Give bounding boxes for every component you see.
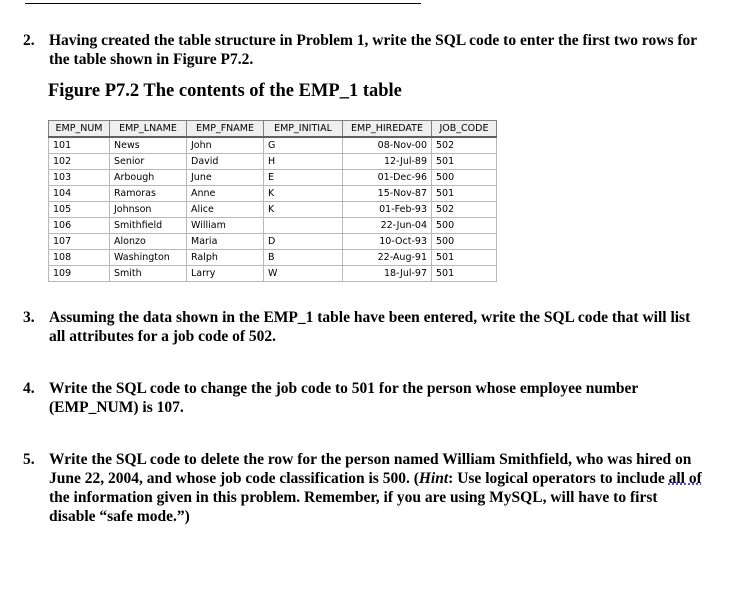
cell-emp-lname: Ramoras bbox=[110, 186, 187, 202]
question-3-number: 3. bbox=[23, 309, 35, 326]
cell-job-code: 501 bbox=[432, 186, 497, 202]
table-row bbox=[49, 234, 497, 250]
cell-job-code: 501 bbox=[432, 266, 497, 282]
header-job-code: JOB_CODE bbox=[432, 121, 497, 138]
header-emp-lname: EMP_LNAME bbox=[110, 121, 187, 138]
top-divider-line bbox=[25, 0, 421, 4]
cell-job-code: 501 bbox=[432, 250, 497, 266]
question-5-text-c: the information given in this problem. Remember, if you are using MySQL, will have to first disable “safe mode.”) bbox=[49, 489, 658, 525]
question-3-text: Assuming the data shown in the EMP_1 table have been entered, write the SQL code that will list all attributes for a job code of 502. bbox=[49, 309, 691, 345]
table-row bbox=[49, 202, 497, 218]
cell-emp-initial: D bbox=[264, 234, 343, 250]
cell-emp-fname: Alice bbox=[187, 202, 264, 218]
table-header-row bbox=[49, 121, 497, 138]
cell-emp-fname: Ralph bbox=[187, 250, 264, 266]
cell-emp-lname: Arbough bbox=[110, 170, 187, 186]
table-row bbox=[49, 137, 497, 154]
cell-emp-hiredate: 10-Oct-93 bbox=[343, 234, 432, 250]
cell-emp-lname: Alonzo bbox=[110, 234, 187, 250]
cell-emp-num: 106 bbox=[49, 218, 110, 234]
table-row bbox=[49, 154, 497, 170]
cell-emp-lname: Smithfield bbox=[110, 218, 187, 234]
question-4-number: 4. bbox=[23, 380, 35, 397]
table-row bbox=[49, 186, 497, 202]
cell-emp-num: 109 bbox=[49, 266, 110, 282]
question-5-text-a: Write the SQL code to delete the row for the person named William Smithfield, who was hired on June 22, 2004, and whose job code classification is 500. ( bbox=[49, 451, 692, 487]
cell-emp-initial: G bbox=[264, 137, 343, 154]
question-2 bbox=[23, 31, 703, 69]
cell-emp-initial: K bbox=[264, 186, 343, 202]
table-row bbox=[49, 266, 497, 282]
cell-emp-lname: Johnson bbox=[110, 202, 187, 218]
cell-emp-lname: Washington bbox=[110, 250, 187, 266]
question-2-text: Having created the table structure in Problem 1, write the SQL code to enter the first two rows for the table shown in Figure P7.2. bbox=[49, 32, 697, 68]
cell-job-code: 501 bbox=[432, 154, 497, 170]
cell-emp-num: 101 bbox=[49, 137, 110, 154]
question-3 bbox=[23, 308, 703, 346]
figure-title: Figure P7.2 The contents of the EMP_1 table bbox=[48, 81, 402, 101]
cell-emp-hiredate: 22-Aug-91 bbox=[343, 250, 432, 266]
cell-emp-lname: Senior bbox=[110, 154, 187, 170]
cell-emp-num: 107 bbox=[49, 234, 110, 250]
header-emp-hiredate: EMP_HIREDATE bbox=[343, 121, 432, 138]
table-row bbox=[49, 218, 497, 234]
cell-job-code: 500 bbox=[432, 234, 497, 250]
cell-emp-fname: Anne bbox=[187, 186, 264, 202]
cell-emp-fname: June bbox=[187, 170, 264, 186]
cell-emp-fname: John bbox=[187, 137, 264, 154]
question-2-number: 2. bbox=[23, 32, 35, 49]
table-row bbox=[49, 170, 497, 186]
cell-job-code: 502 bbox=[432, 137, 497, 154]
cell-emp-initial bbox=[264, 218, 343, 234]
question-5-hint-label: Hint bbox=[418, 470, 449, 487]
question-4-text: Write the SQL code to change the job code to 501 for the person whose employee number (EMP_NUM) is 107. bbox=[49, 380, 638, 416]
question-5 bbox=[23, 450, 703, 526]
cell-emp-lname: News bbox=[110, 137, 187, 154]
cell-emp-hiredate: 01-Dec-96 bbox=[343, 170, 432, 186]
cell-emp-hiredate: 18-Jul-97 bbox=[343, 266, 432, 282]
cell-emp-lname: Smith bbox=[110, 266, 187, 282]
header-emp-initial: EMP_INITIAL bbox=[264, 121, 343, 138]
question-5-text bbox=[49, 450, 703, 526]
question-5-squiggle-text: all of bbox=[668, 470, 702, 487]
cell-emp-fname: David bbox=[187, 154, 264, 170]
emp-1-table bbox=[48, 120, 497, 282]
header-emp-fname: EMP_FNAME bbox=[187, 121, 264, 138]
cell-emp-initial: K bbox=[264, 202, 343, 218]
header-emp-num: EMP_NUM bbox=[49, 121, 110, 138]
cell-job-code: 502 bbox=[432, 202, 497, 218]
cell-emp-initial: B bbox=[264, 250, 343, 266]
cell-job-code: 500 bbox=[432, 170, 497, 186]
question-4 bbox=[23, 379, 703, 417]
cell-emp-hiredate: 08-Nov-00 bbox=[343, 137, 432, 154]
cell-emp-hiredate: 15-Nov-87 bbox=[343, 186, 432, 202]
cell-emp-hiredate: 12-Jul-89 bbox=[343, 154, 432, 170]
cell-emp-fname: Larry bbox=[187, 266, 264, 282]
cell-emp-hiredate: 01-Feb-93 bbox=[343, 202, 432, 218]
cell-emp-initial: H bbox=[264, 154, 343, 170]
cell-emp-hiredate: 22-Jun-04 bbox=[343, 218, 432, 234]
cell-emp-num: 102 bbox=[49, 154, 110, 170]
cell-emp-num: 105 bbox=[49, 202, 110, 218]
cell-emp-initial: W bbox=[264, 266, 343, 282]
cell-emp-num: 103 bbox=[49, 170, 110, 186]
cell-emp-initial: E bbox=[264, 170, 343, 186]
question-5-number: 5. bbox=[23, 451, 35, 468]
cell-emp-fname: William bbox=[187, 218, 264, 234]
question-5-text-b: : Use logical operators to include bbox=[448, 470, 669, 487]
cell-emp-num: 108 bbox=[49, 250, 110, 266]
cell-emp-fname: Maria bbox=[187, 234, 264, 250]
cell-job-code: 500 bbox=[432, 218, 497, 234]
cell-emp-num: 104 bbox=[49, 186, 110, 202]
table-row bbox=[49, 250, 497, 266]
